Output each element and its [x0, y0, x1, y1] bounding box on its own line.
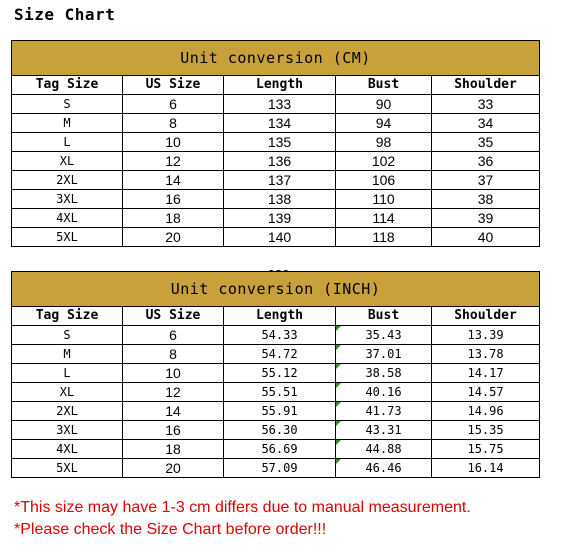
table-cell: 44.88: [336, 440, 432, 459]
table-cell: 57.09: [224, 459, 336, 478]
table-cell: 12: [123, 383, 224, 402]
cm-header-length: Length: [224, 76, 336, 95]
table-cell: 133: [224, 95, 336, 114]
table-row: [12, 114, 540, 133]
cm-header-us-size: US Size: [123, 76, 224, 95]
table-cell: 14: [123, 171, 224, 190]
table-cell: 54.72: [224, 345, 336, 364]
table-cell: 56.30: [224, 421, 336, 440]
table-cell: 56.69: [224, 440, 336, 459]
table-cell: 40.16: [336, 383, 432, 402]
table-cell: 35: [432, 133, 540, 152]
table-cell: 16: [123, 421, 224, 440]
table-cell: L: [12, 133, 123, 152]
table-cell: 5XL: [12, 459, 123, 478]
table-row: [12, 209, 540, 228]
table-cell: S: [12, 95, 123, 114]
inch-header-us-size: US Size: [123, 307, 224, 326]
table-cell: 8: [123, 345, 224, 364]
table-row: [12, 345, 540, 364]
table-cell: 140: [224, 228, 336, 247]
table-cell: 134: [224, 114, 336, 133]
table-cell: 4XL: [12, 440, 123, 459]
table-cell: 34: [432, 114, 540, 133]
table-row: [12, 190, 540, 209]
table-row: [12, 228, 540, 247]
table-row: [12, 326, 540, 345]
inch-header-length: Length: [224, 307, 336, 326]
table-cell: XL: [12, 152, 123, 171]
table-row: [12, 421, 540, 440]
table-row: [12, 440, 540, 459]
table-cell: 6: [123, 95, 224, 114]
table-cell: 14.96: [432, 402, 540, 421]
table-row: [12, 459, 540, 478]
table-cell: 10: [123, 364, 224, 383]
table-cell: 94: [336, 114, 432, 133]
table-cell: 15.35: [432, 421, 540, 440]
inch-header-shoulder: Shoulder: [432, 307, 540, 326]
table-cell: 16.14: [432, 459, 540, 478]
inch-header-bust: Bust: [336, 307, 432, 326]
table-cell: 43.31: [336, 421, 432, 440]
table-cell: 18: [123, 440, 224, 459]
table-cell: 3XL: [12, 421, 123, 440]
table-cell: 46.46: [336, 459, 432, 478]
table-row: [12, 133, 540, 152]
table-row: [12, 364, 540, 383]
table-cell: 55.91: [224, 402, 336, 421]
table-cell: 16: [123, 190, 224, 209]
cm-header-shoulder: Shoulder: [432, 76, 540, 95]
table-cell: 139: [224, 209, 336, 228]
table-row: [12, 95, 540, 114]
table-cell: S: [12, 326, 123, 345]
table-cell: 55.12: [224, 364, 336, 383]
inch-size-table: [11, 271, 540, 478]
table-cell: 38.58: [336, 364, 432, 383]
table-cell: 110: [336, 190, 432, 209]
table-cell: 14.57: [432, 383, 540, 402]
table-cell: 54.33: [224, 326, 336, 345]
cm-table-body: [12, 95, 540, 247]
cm-size-table: [11, 40, 540, 247]
table-cell: 8: [123, 114, 224, 133]
table-cell: 2XL: [12, 171, 123, 190]
table-cell: M: [12, 114, 123, 133]
table-cell: 3XL: [12, 190, 123, 209]
table-cell: 39: [432, 209, 540, 228]
table-cell: 37: [432, 171, 540, 190]
table-cell: L: [12, 364, 123, 383]
table-cell: 37.01: [336, 345, 432, 364]
table-cell: XL: [12, 383, 123, 402]
cm-header-tag-size: Tag Size: [12, 76, 123, 95]
table-cell: 40: [432, 228, 540, 247]
inch-table-body: [12, 326, 540, 478]
table-cell: 135: [224, 133, 336, 152]
inch-header-tag-size: Tag Size: [12, 307, 123, 326]
page-title: Size Chart: [14, 5, 116, 24]
table-cell: 98: [336, 133, 432, 152]
table-row: [12, 402, 540, 421]
table-cell: 137: [224, 171, 336, 190]
note-measurement: *This size may have 1-3 cm differs due to manual measurement.: [14, 499, 471, 516]
table-cell: 36: [432, 152, 540, 171]
table-cell: 6: [123, 326, 224, 345]
table-cell: 138: [224, 190, 336, 209]
table-cell: 12: [123, 152, 224, 171]
table-cell: 20: [123, 228, 224, 247]
table-cell: M: [12, 345, 123, 364]
cm-header-bust: Bust: [336, 76, 432, 95]
table-cell: 2XL: [12, 402, 123, 421]
table-cell: 106: [336, 171, 432, 190]
table-cell: 55.51: [224, 383, 336, 402]
table-cell: 38: [432, 190, 540, 209]
table-cell: 102: [336, 152, 432, 171]
table-cell: 10: [123, 133, 224, 152]
table-row: [12, 383, 540, 402]
table-cell: 4XL: [12, 209, 123, 228]
table-cell: 35.43: [336, 326, 432, 345]
table-cell: 136: [224, 152, 336, 171]
inch-table-banner: Unit conversion (INCH): [12, 272, 540, 307]
table-cell: 14.17: [432, 364, 540, 383]
table-cell: 90: [336, 95, 432, 114]
table-cell: 15.75: [432, 440, 540, 459]
table-cell: 14: [123, 402, 224, 421]
note-check-chart: *Please check the Size Chart before order!!!: [14, 521, 327, 538]
table-cell: 13.39: [432, 326, 540, 345]
table-cell: 20: [123, 459, 224, 478]
table-row: [12, 171, 540, 190]
table-cell: 33: [432, 95, 540, 114]
table-row: [12, 152, 540, 171]
cm-table-banner: Unit conversion (CM): [12, 41, 540, 76]
table-cell: 5XL: [12, 228, 123, 247]
table-cell: 114: [336, 209, 432, 228]
table-cell: 41.73: [336, 402, 432, 421]
table-cell: 13.78: [432, 345, 540, 364]
table-cell: 18: [123, 209, 224, 228]
table-cell: 118: [336, 228, 432, 247]
